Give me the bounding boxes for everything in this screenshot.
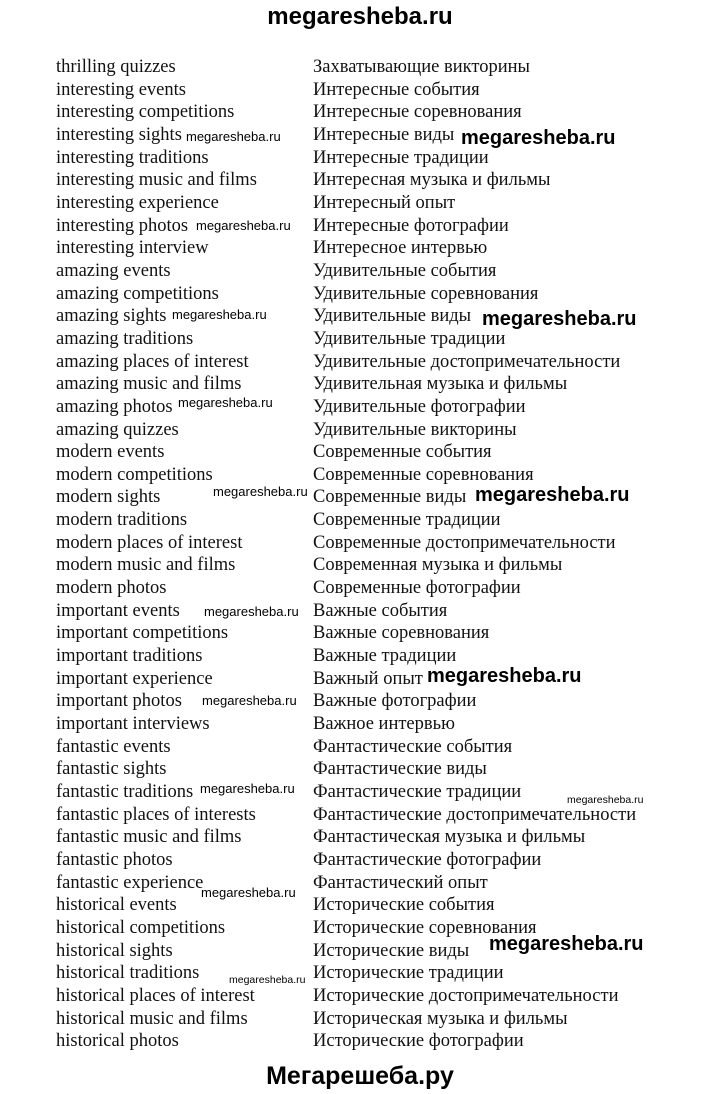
english-phrase: fantastic experience <box>56 872 204 893</box>
english-phrase: historical music and films <box>56 1008 248 1029</box>
watermark: megaresheba.ru <box>178 395 273 410</box>
russian-translation: Важное интервью <box>313 714 455 735</box>
russian-translation: Удивительные фотографии <box>313 396 526 417</box>
vocab-row <box>0 622 720 645</box>
english-phrase: historical traditions <box>56 963 200 984</box>
vocab-row <box>0 1030 720 1053</box>
watermark: megaresheba.ru <box>172 307 267 322</box>
english-phrase: modern traditions <box>56 510 188 531</box>
english-phrase: amazing photos <box>56 396 173 417</box>
english-phrase: fantastic sights <box>56 759 167 780</box>
vocab-row <box>0 554 720 577</box>
english-phrase: interesting interview <box>56 238 209 259</box>
english-phrase: interesting experience <box>56 192 219 213</box>
english-phrase: thrilling quizzes <box>56 57 176 77</box>
russian-translation: Фантастические события <box>313 736 513 757</box>
russian-translation: Интересное интервью <box>313 238 488 259</box>
watermark: megaresheba.ru <box>196 218 291 233</box>
vocab-row <box>0 56 720 79</box>
english-phrase: fantastic photos <box>56 849 173 870</box>
english-phrase: historical competitions <box>56 917 226 938</box>
vocab-row <box>0 419 720 442</box>
russian-translation: Удивительные традиции <box>313 328 506 349</box>
english-phrase: amazing competitions <box>56 283 219 304</box>
russian-translation: Важный опыт <box>313 668 423 689</box>
russian-translation: Интересные события <box>313 79 480 100</box>
russian-translation: Исторические события <box>313 895 495 916</box>
english-phrase: amazing music and films <box>56 374 242 395</box>
russian-translation: Удивительные викторины <box>313 419 517 440</box>
vocab-row <box>0 328 720 351</box>
english-phrase: modern events <box>56 442 165 463</box>
english-phrase: important events <box>56 600 180 621</box>
english-phrase: fantastic music and films <box>56 827 242 848</box>
english-phrase: interesting events <box>56 79 186 100</box>
vocab-row <box>0 532 720 555</box>
russian-translation: Интересные фотографии <box>313 215 509 236</box>
watermark: megaresheba.ru <box>489 933 644 955</box>
vocab-row <box>0 169 720 192</box>
vocab-row <box>0 215 720 238</box>
english-phrase: fantastic traditions <box>56 782 194 802</box>
russian-translation: Исторические фотографии <box>313 1031 524 1052</box>
english-phrase: important competitions <box>56 623 229 644</box>
english-phrase: modern photos <box>56 578 167 599</box>
english-phrase: amazing places of interest <box>56 351 249 372</box>
russian-translation: Удивительные события <box>313 260 497 281</box>
russian-translation: Исторические достопримечательности <box>313 985 619 1006</box>
russian-translation: Важные фотографии <box>313 691 477 712</box>
vocab-row <box>0 577 720 600</box>
vocab-row <box>0 351 720 374</box>
russian-translation: Современные события <box>313 442 492 463</box>
vocabulary-list <box>0 56 720 1053</box>
english-phrase: modern music and films <box>56 555 236 576</box>
russian-translation: Современные виды <box>313 487 467 508</box>
watermark: megaresheba.ru <box>229 974 306 986</box>
watermark: megaresheba.ru <box>204 604 299 619</box>
russian-translation: Фантастические виды <box>313 759 487 780</box>
russian-translation: Исторические традиции <box>313 963 504 984</box>
russian-translation: Исторические соревнования <box>313 917 537 938</box>
english-phrase: fantastic places of interests <box>56 804 256 825</box>
english-phrase: important interviews <box>56 714 210 735</box>
russian-translation: Интересная музыка и фильмы <box>313 170 551 191</box>
russian-translation: Важные традиции <box>313 646 457 667</box>
english-phrase: historical photos <box>56 1031 179 1052</box>
vocab-row <box>0 713 720 736</box>
english-phrase: historical sights <box>56 940 173 961</box>
english-phrase: interesting competitions <box>56 102 235 123</box>
vocab-row <box>0 373 720 396</box>
watermark: megaresheba.ru <box>201 885 296 900</box>
english-phrase: important traditions <box>56 646 203 667</box>
vocab-row <box>0 894 720 917</box>
english-phrase: modern competitions <box>56 464 213 485</box>
watermark: megaresheba.ru <box>200 781 295 796</box>
russian-translation: Захватывающие викторины <box>313 57 530 77</box>
english-phrase: interesting photos <box>56 215 189 236</box>
vocab-row <box>0 283 720 306</box>
vocab-row <box>0 736 720 759</box>
vocab-row <box>0 1008 720 1031</box>
russian-translation: Современные соревнования <box>313 464 534 485</box>
russian-translation: Фантастические достопримечательности <box>313 804 637 825</box>
english-phrase: interesting sights <box>56 124 182 145</box>
russian-translation: Интересный опыт <box>313 192 456 213</box>
vocab-row <box>0 147 720 170</box>
english-phrase: amazing events <box>56 260 171 281</box>
watermark: megaresheba.ru <box>202 693 297 708</box>
vocab-row <box>0 237 720 260</box>
vocab-row <box>0 985 720 1008</box>
russian-translation: Важные события <box>313 600 448 621</box>
russian-translation: Интересные традиции <box>313 147 489 168</box>
english-phrase: modern sights <box>56 487 161 508</box>
vocab-row <box>0 758 720 781</box>
vocab-row <box>0 192 720 215</box>
russian-translation: Фантастический опыт <box>313 872 488 893</box>
russian-translation: Современная музыка и фильмы <box>313 555 563 576</box>
russian-translation: Фантастические традиции <box>313 782 522 802</box>
vocab-row <box>0 849 720 872</box>
russian-translation: Современные достопримечательности <box>313 532 616 553</box>
vocab-row <box>0 396 720 419</box>
english-phrase: amazing traditions <box>56 328 194 349</box>
russian-translation: Интересные соревнования <box>313 102 522 123</box>
vocab-row <box>0 101 720 124</box>
watermark: megaresheba.ru <box>427 665 582 687</box>
english-phrase: important photos <box>56 691 182 712</box>
vocab-row <box>0 260 720 283</box>
english-phrase: interesting traditions <box>56 147 209 168</box>
watermark: megaresheba.ru <box>475 484 630 506</box>
vocab-row <box>0 645 720 668</box>
russian-translation: Важные соревнования <box>313 623 490 644</box>
russian-translation: Историческая музыка и фильмы <box>313 1008 568 1029</box>
russian-translation: Удивительные виды <box>313 306 472 327</box>
russian-translation: Современные традиции <box>313 510 501 531</box>
watermark: megaresheba.ru <box>482 308 637 330</box>
vocab-row <box>0 600 720 623</box>
vocab-row <box>0 872 720 895</box>
russian-translation: Интересные виды <box>313 124 455 145</box>
english-phrase: amazing quizzes <box>56 419 179 440</box>
vocab-row <box>0 441 720 464</box>
vocab-row <box>0 826 720 849</box>
watermark: megaresheba.ru <box>186 129 281 144</box>
vocab-row <box>0 962 720 985</box>
english-phrase: fantastic events <box>56 736 171 757</box>
english-phrase: historical places of interest <box>56 985 255 1006</box>
english-phrase: amazing sights <box>56 306 167 327</box>
vocab-row <box>0 804 720 827</box>
russian-translation: Удивительные соревнования <box>313 283 539 304</box>
english-phrase: historical events <box>56 895 177 916</box>
vocab-row <box>0 690 720 713</box>
watermark: megaresheba.ru <box>213 484 308 499</box>
russian-translation: Современные фотографии <box>313 578 521 599</box>
russian-translation: Фантастическая музыка и фильмы <box>313 827 586 848</box>
watermark: megaresheba.ru <box>461 127 616 149</box>
vocab-row <box>0 509 720 532</box>
russian-translation: Удивительная музыка и фильмы <box>313 374 568 395</box>
vocab-row <box>0 79 720 102</box>
english-phrase: modern places of interest <box>56 532 243 553</box>
site-header: megaresheba.ru <box>267 3 453 30</box>
vocab-row <box>0 668 720 691</box>
russian-translation: Исторические виды <box>313 940 470 961</box>
site-footer: Мегарешеба.ру <box>266 1062 454 1090</box>
watermark: megaresheba.ru <box>567 794 644 806</box>
russian-translation: Фантастические фотографии <box>313 849 542 870</box>
english-phrase: important experience <box>56 668 213 689</box>
english-phrase: interesting music and films <box>56 170 257 191</box>
russian-translation: Удивительные достопримечательности <box>313 351 621 372</box>
